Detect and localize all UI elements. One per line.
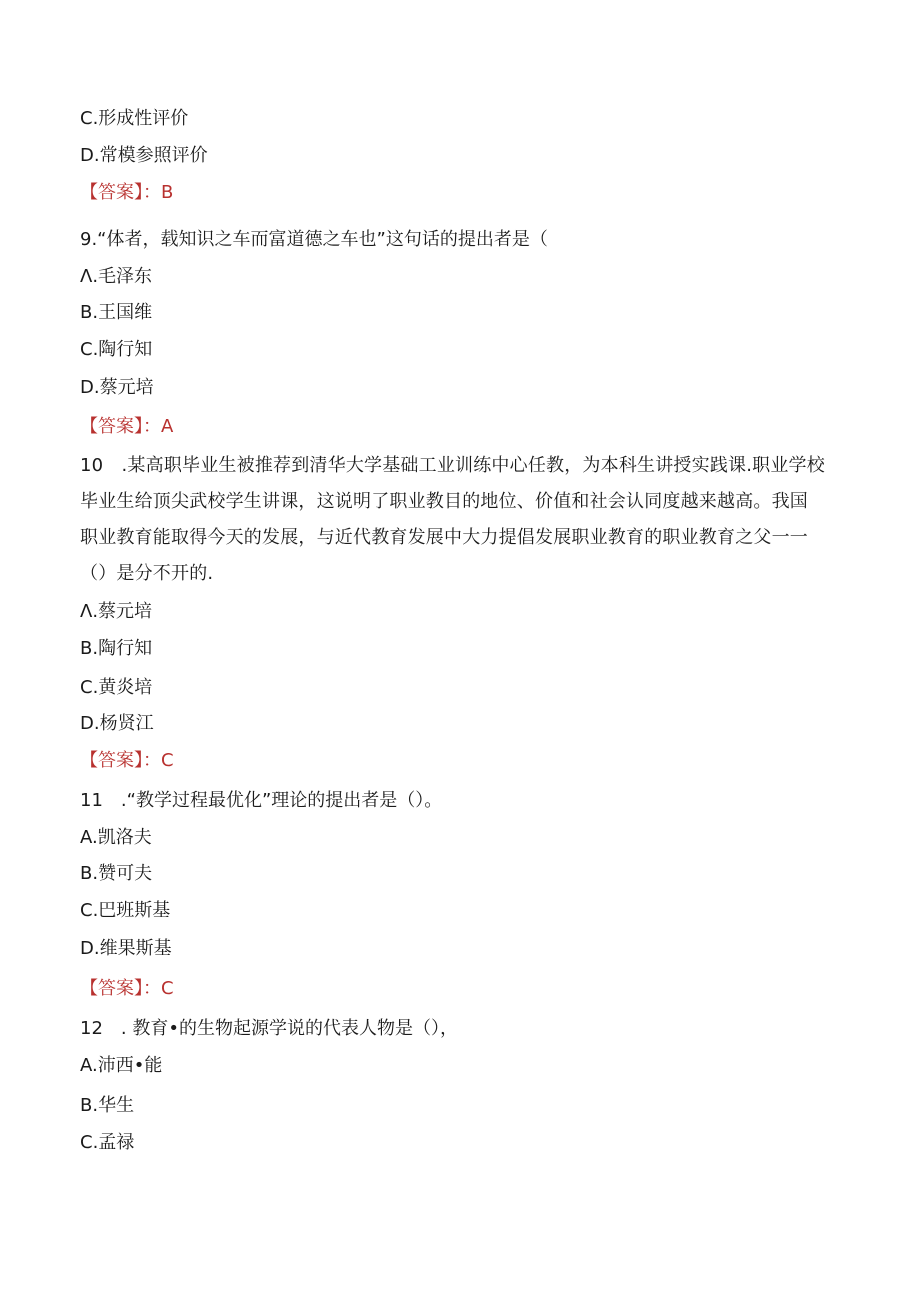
answer-q11: 【答案】：C	[80, 978, 174, 999]
option-c-q9: C.陶行知	[80, 339, 153, 360]
option-c-q8: C.形成性评价	[80, 108, 189, 129]
question-9: 9.“体者，载知识之车而富道德之车也”这句话的提出者是（	[80, 229, 548, 250]
option-d-q11: D.维果斯基	[80, 938, 172, 959]
answer-q10: 【答案】：C	[80, 750, 174, 771]
option-a-q11: A.凯洛夫	[80, 827, 152, 848]
option-a-q12: A.沛西•能	[80, 1055, 163, 1076]
option-c-q11: C.巴班斯基	[80, 900, 171, 921]
question-10-line: （）是分不开的.	[80, 563, 214, 584]
answer-q8: 【答案】：B	[80, 182, 174, 203]
question-10	[80, 448, 832, 592]
option-b-q11: B.赞可夫	[80, 863, 153, 884]
answer-q9: 【答案】：A	[80, 416, 174, 437]
option-c-q10: C.黄炎培	[80, 677, 153, 698]
option-b-q10: B.陶行知	[80, 638, 153, 659]
option-b-q12: B.华生	[80, 1095, 135, 1116]
question-10-line: 10 .某高职毕业生被推荐到清华大学基础工业训练中心任教，为本科生讲授实践课.职业学校	[80, 455, 825, 476]
question-11: 11 .“教学过程最优化”理论的提出者是（）。	[80, 790, 443, 811]
option-b-q9: B.王国维	[80, 302, 153, 323]
question-12: 12 . 教育•的生物起源学说的代表人物是（），	[80, 1018, 458, 1039]
option-a-q10: Λ.蔡元培	[80, 601, 153, 622]
option-d-q9: D.蔡元培	[80, 377, 154, 398]
question-10-line: 毕业生给顶尖武校学生讲课，这说明了职业教目的地位、价值和社会认同度越来越高。我国	[80, 491, 808, 512]
option-a-q9: Λ.毛泽东	[80, 266, 153, 287]
option-d-q10: D.杨贤江	[80, 713, 154, 734]
question-10-line: 职业教育能取得今天的发展，与近代教育发展中大力提倡发展职业教育的职业教育之父一一	[80, 527, 808, 548]
option-c-q12: C.孟禄	[80, 1132, 135, 1153]
option-d-q8: D.常模参照评价	[80, 145, 208, 166]
